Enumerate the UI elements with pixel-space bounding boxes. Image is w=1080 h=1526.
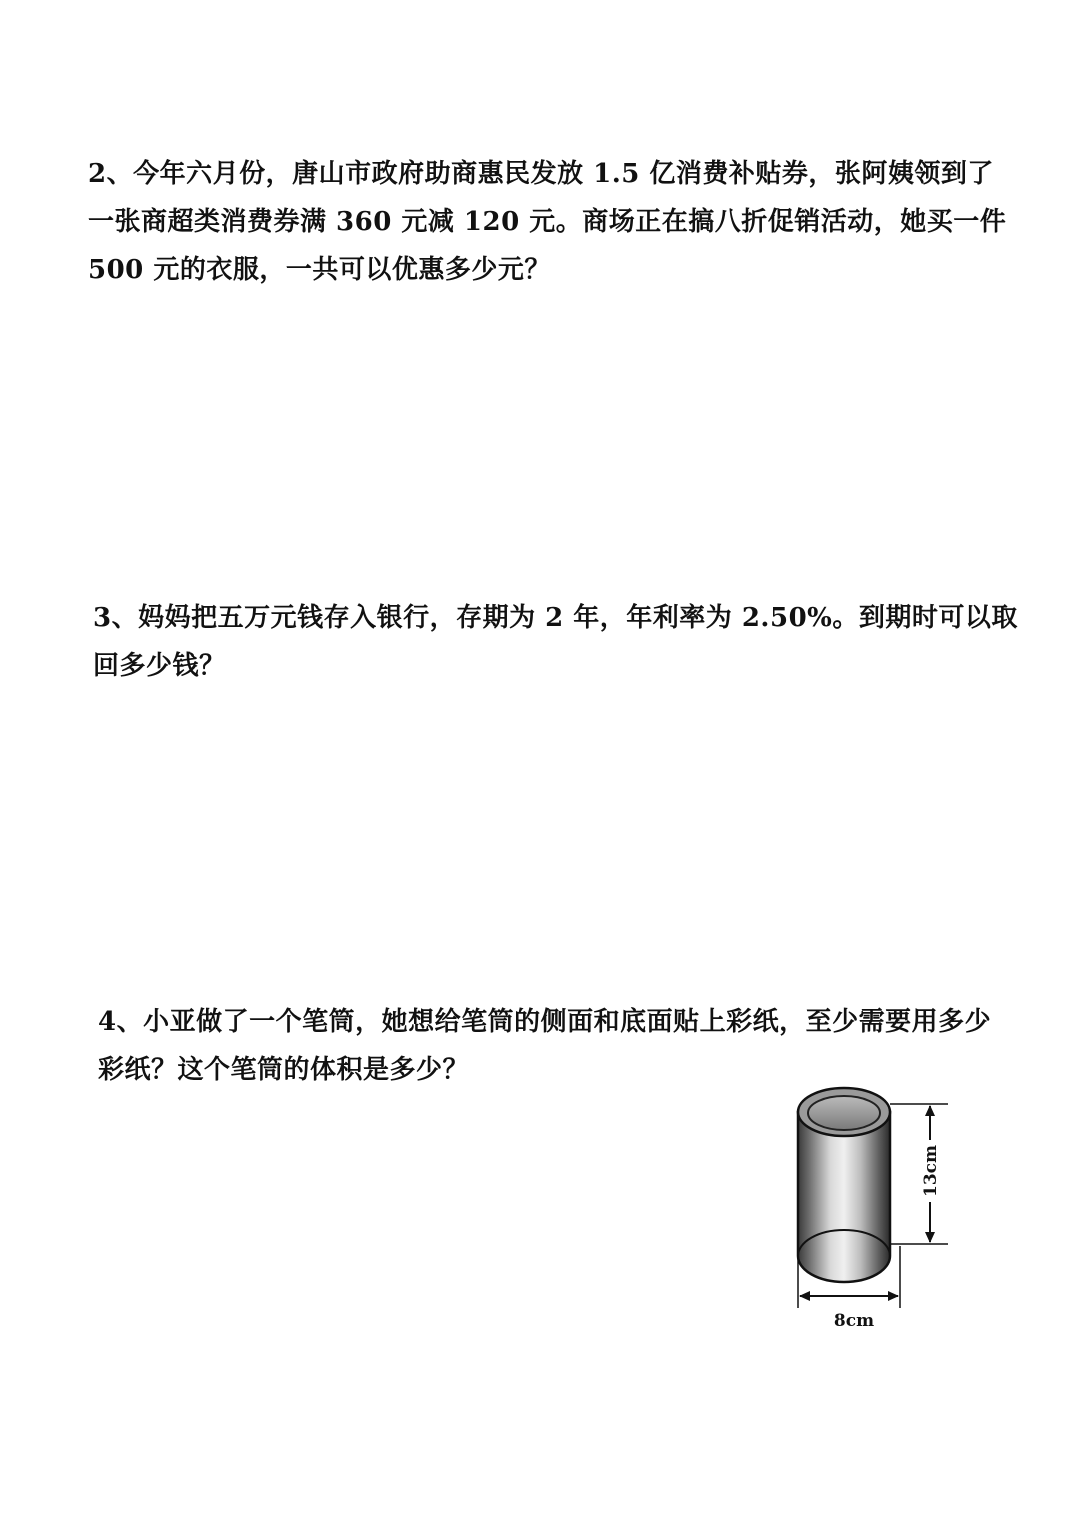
question-2-line-1: 2、今年六月份，唐山市政府助商惠民发放 1.5 亿消费补贴券，张阿姨领到了: [88, 159, 994, 189]
question-2-line-3: 500 元的衣服，一共可以优惠多少元？: [88, 255, 551, 285]
question-3-line-1: 3、妈妈把五万元钱存入银行，存期为 2 年，年利率为 2.50%。到期时可以取: [93, 603, 1018, 633]
question-3-line-2: 回多少钱？: [93, 651, 226, 681]
cylinder-body: [798, 1112, 890, 1282]
cylinder-top-opening: [808, 1096, 880, 1130]
diameter-arrow-right-icon: [888, 1291, 899, 1301]
height-arrow-down-icon: [925, 1232, 935, 1243]
question-3: [93, 594, 1018, 690]
pen-holder-figure: [780, 1072, 970, 1342]
question-4-line-2: 彩纸？这个笔筒的体积是多少？: [98, 1055, 470, 1085]
diameter-arrow-left-icon: [799, 1291, 810, 1301]
question-4-line-1: 4、小亚做了一个笔筒，她想给笔筒的侧面和底面贴上彩纸，至少需要用多少: [98, 1007, 992, 1037]
question-2-line-2: 一张商超类消费券满 360 元减 120 元。商场正在搞八折促销活动，她买一件: [88, 207, 1007, 237]
height-label: 13cm: [921, 1145, 941, 1197]
diameter-label: 8cm: [833, 1311, 875, 1331]
question-2: [88, 150, 1006, 294]
height-arrow-up-icon: [925, 1105, 935, 1116]
cylinder-diagram: [780, 1072, 970, 1342]
